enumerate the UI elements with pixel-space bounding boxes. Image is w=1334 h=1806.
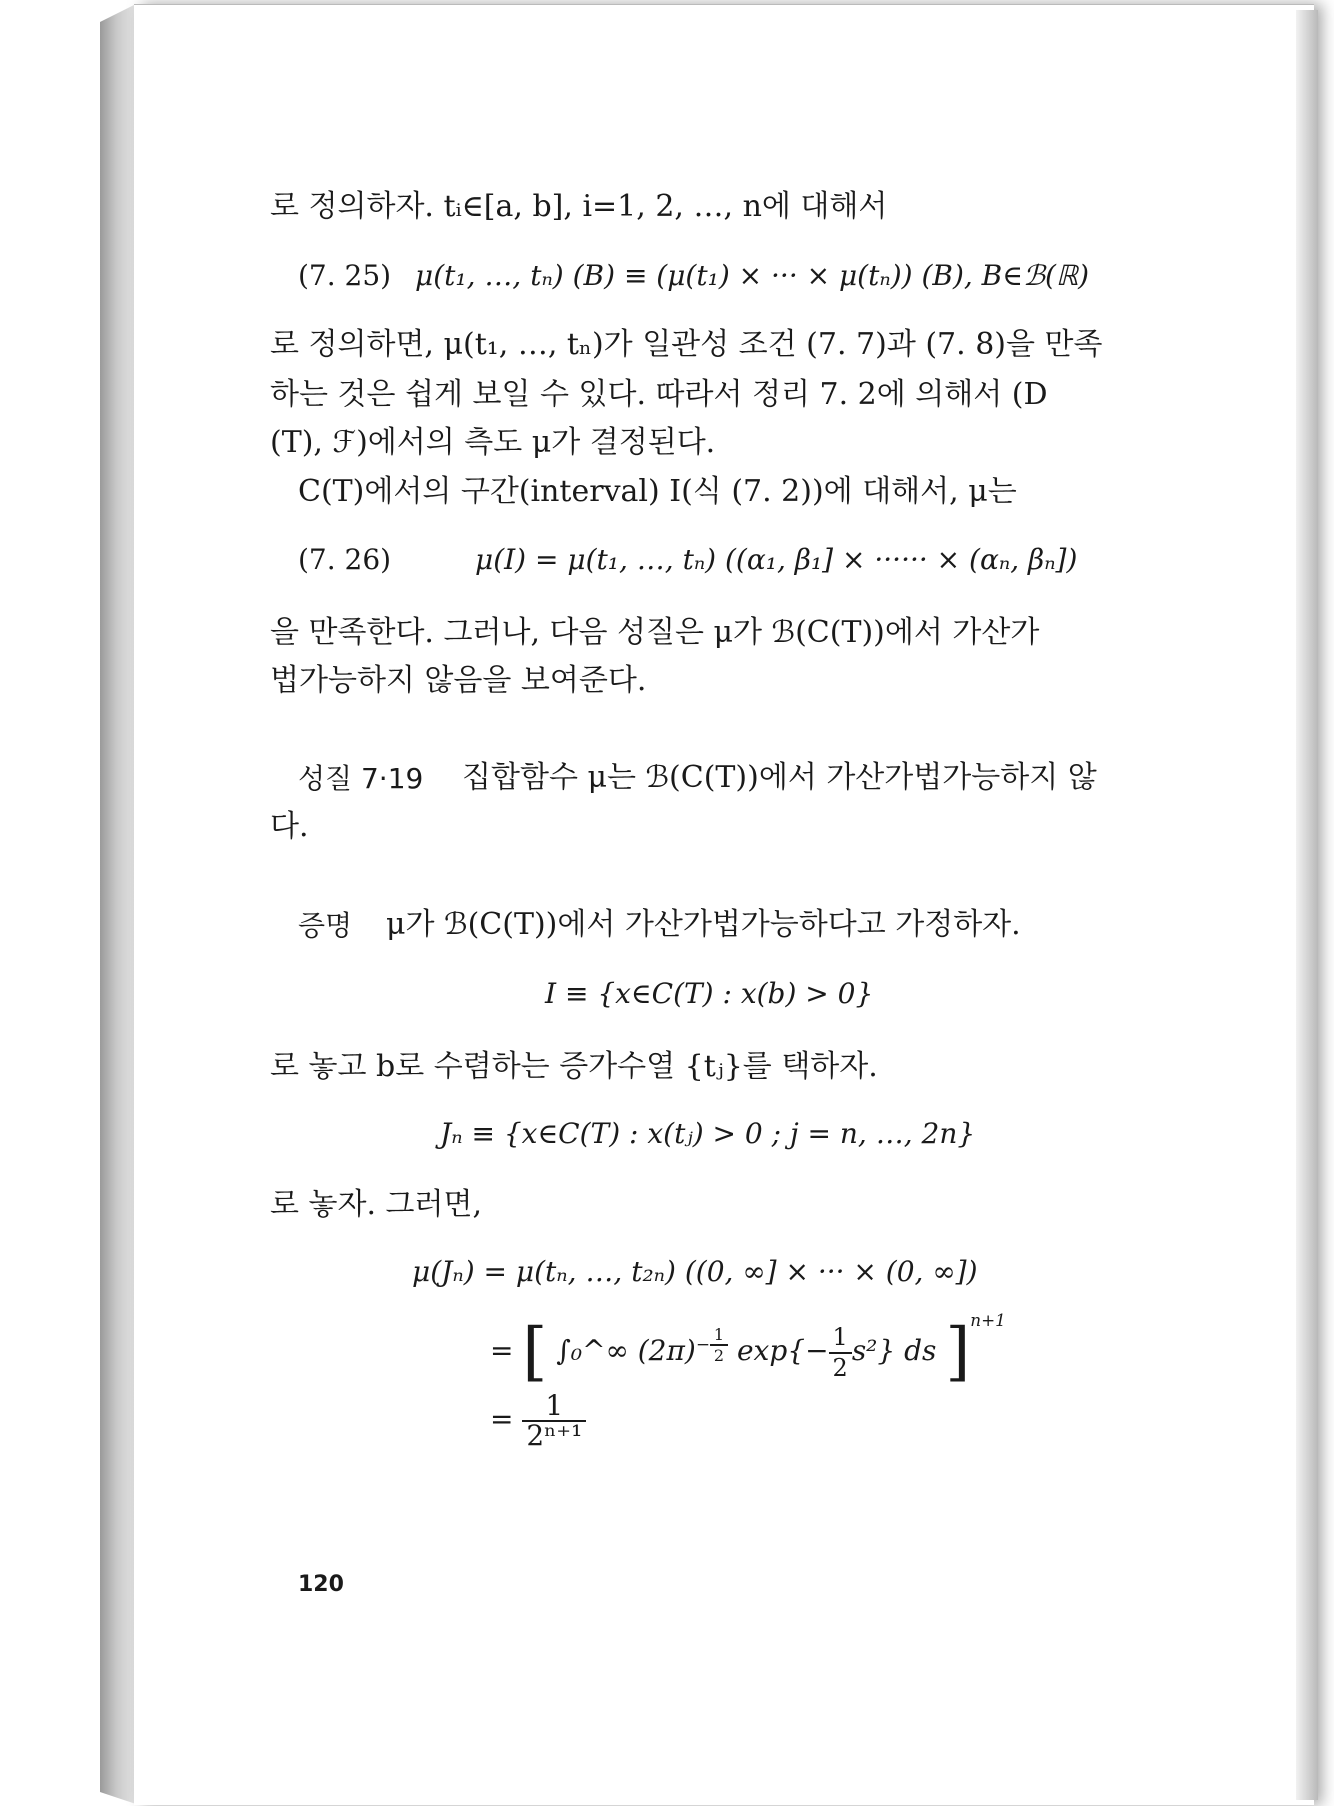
equation-set-I: I ≡ {x∈C(T) : x(b) > 0} — [545, 977, 874, 1010]
property-label: 성질 7·19 — [298, 762, 424, 795]
fraction-denominator: 2 — [832, 1353, 848, 1382]
book-spine — [100, 4, 136, 1804]
equation-7-26: μ(I) = μ(t₁, …, tₙ) ((α₁, β₁] × ······ × (αₙ, βₙ]) — [475, 543, 1078, 576]
exponent-numerator: 1 — [710, 1325, 728, 1346]
page-edge-shadow — [1296, 10, 1318, 1800]
result-numerator: 1 — [522, 1392, 586, 1422]
property-statement: 집합함수 μ는 ℬ(C(T))에서 가산가법가능하지 않 — [462, 760, 1097, 795]
proof-line-3: 로 놓자. 그러면, — [270, 1187, 483, 1222]
text-line-6: C(T)에서의 구간(interval) I(식 (7. 2))에 대해서, μ는 — [298, 474, 1017, 509]
equals-sign: = — [490, 1334, 514, 1367]
equation-set-Jn: Jₙ ≡ {x∈C(T) : x(tⱼ) > 0 ; j = n, …, 2n} — [440, 1117, 976, 1150]
equation-7-25: μ(t₁, …, tₙ) (B) ≡ (μ(t₁) × ··· × μ(tₙ)) (B), B∈ℬ(ℝ) — [415, 259, 1090, 292]
page-number: 120 — [298, 1572, 344, 1597]
property-statement-end: 다. — [270, 809, 309, 844]
fraction-numerator: 1 — [829, 1323, 852, 1354]
exponent-denominator: 2 — [713, 1346, 725, 1366]
left-bracket: [ — [522, 1315, 548, 1390]
equation-number-7-25: (7. 25) — [298, 259, 392, 292]
text-line-3: 로 정의하면, μ(t₁, …, tₙ)가 일관성 조건 (7. 7)과 (7. 8)을 만족 — [270, 327, 1103, 362]
equation-integral: = [ ∫₀^∞ $(2\pi)^{- \frac{1}{2}}$ exp{− $\frac{1}{2}$ s²} ds ]$^{n+1}$ — [490, 1310, 1006, 1390]
text-line-8: 을 만족한다. 그러나, 다음 성질은 μ가 ℬ(C(T))에서 가산가 — [270, 615, 1040, 650]
right-bracket: ] — [945, 1315, 971, 1390]
text-line-4: 하는 것은 쉽게 보일 수 있다. 따라서 정리 7. 2에 의해서 (D — [270, 377, 1048, 412]
text-line-9: 법가능하지 않음을 보여준다. — [270, 663, 647, 698]
equation-result — [490, 1389, 586, 1452]
text-line-1: 로 정의하자. tᵢ∈[a, b], i=1, 2, …, n에 대해서 — [270, 189, 888, 224]
equation-mu-Jn: μ(Jₙ) = μ(tₙ, …, t₂ₙ) ((0, ∞] × ··· × (0, ∞]) — [412, 1255, 978, 1288]
proof-label: 증명 — [298, 909, 353, 942]
proof-assumption: μ가 ℬ(C(T))에서 가산가법가능하다고 가정하자. — [386, 907, 1021, 942]
exp-term: exp{− — [736, 1334, 829, 1367]
bracket-power: n+1 — [970, 1310, 1006, 1330]
exp-tail: s²} ds — [851, 1334, 937, 1367]
text-line-5: (T), ℱ)에서의 측도 μ가 결정된다. — [270, 425, 716, 460]
proof-line-2: 로 놓고 b로 수렴하는 증가수열 {tⱼ}를 택하자. — [270, 1049, 878, 1084]
result-denominator: 2ⁿ⁺¹ — [526, 1419, 583, 1452]
equation-number-7-26: (7. 26) — [298, 543, 392, 576]
integral-term: ∫₀^∞ (2π) — [556, 1334, 696, 1367]
equals-sign-result: = — [490, 1402, 514, 1436]
